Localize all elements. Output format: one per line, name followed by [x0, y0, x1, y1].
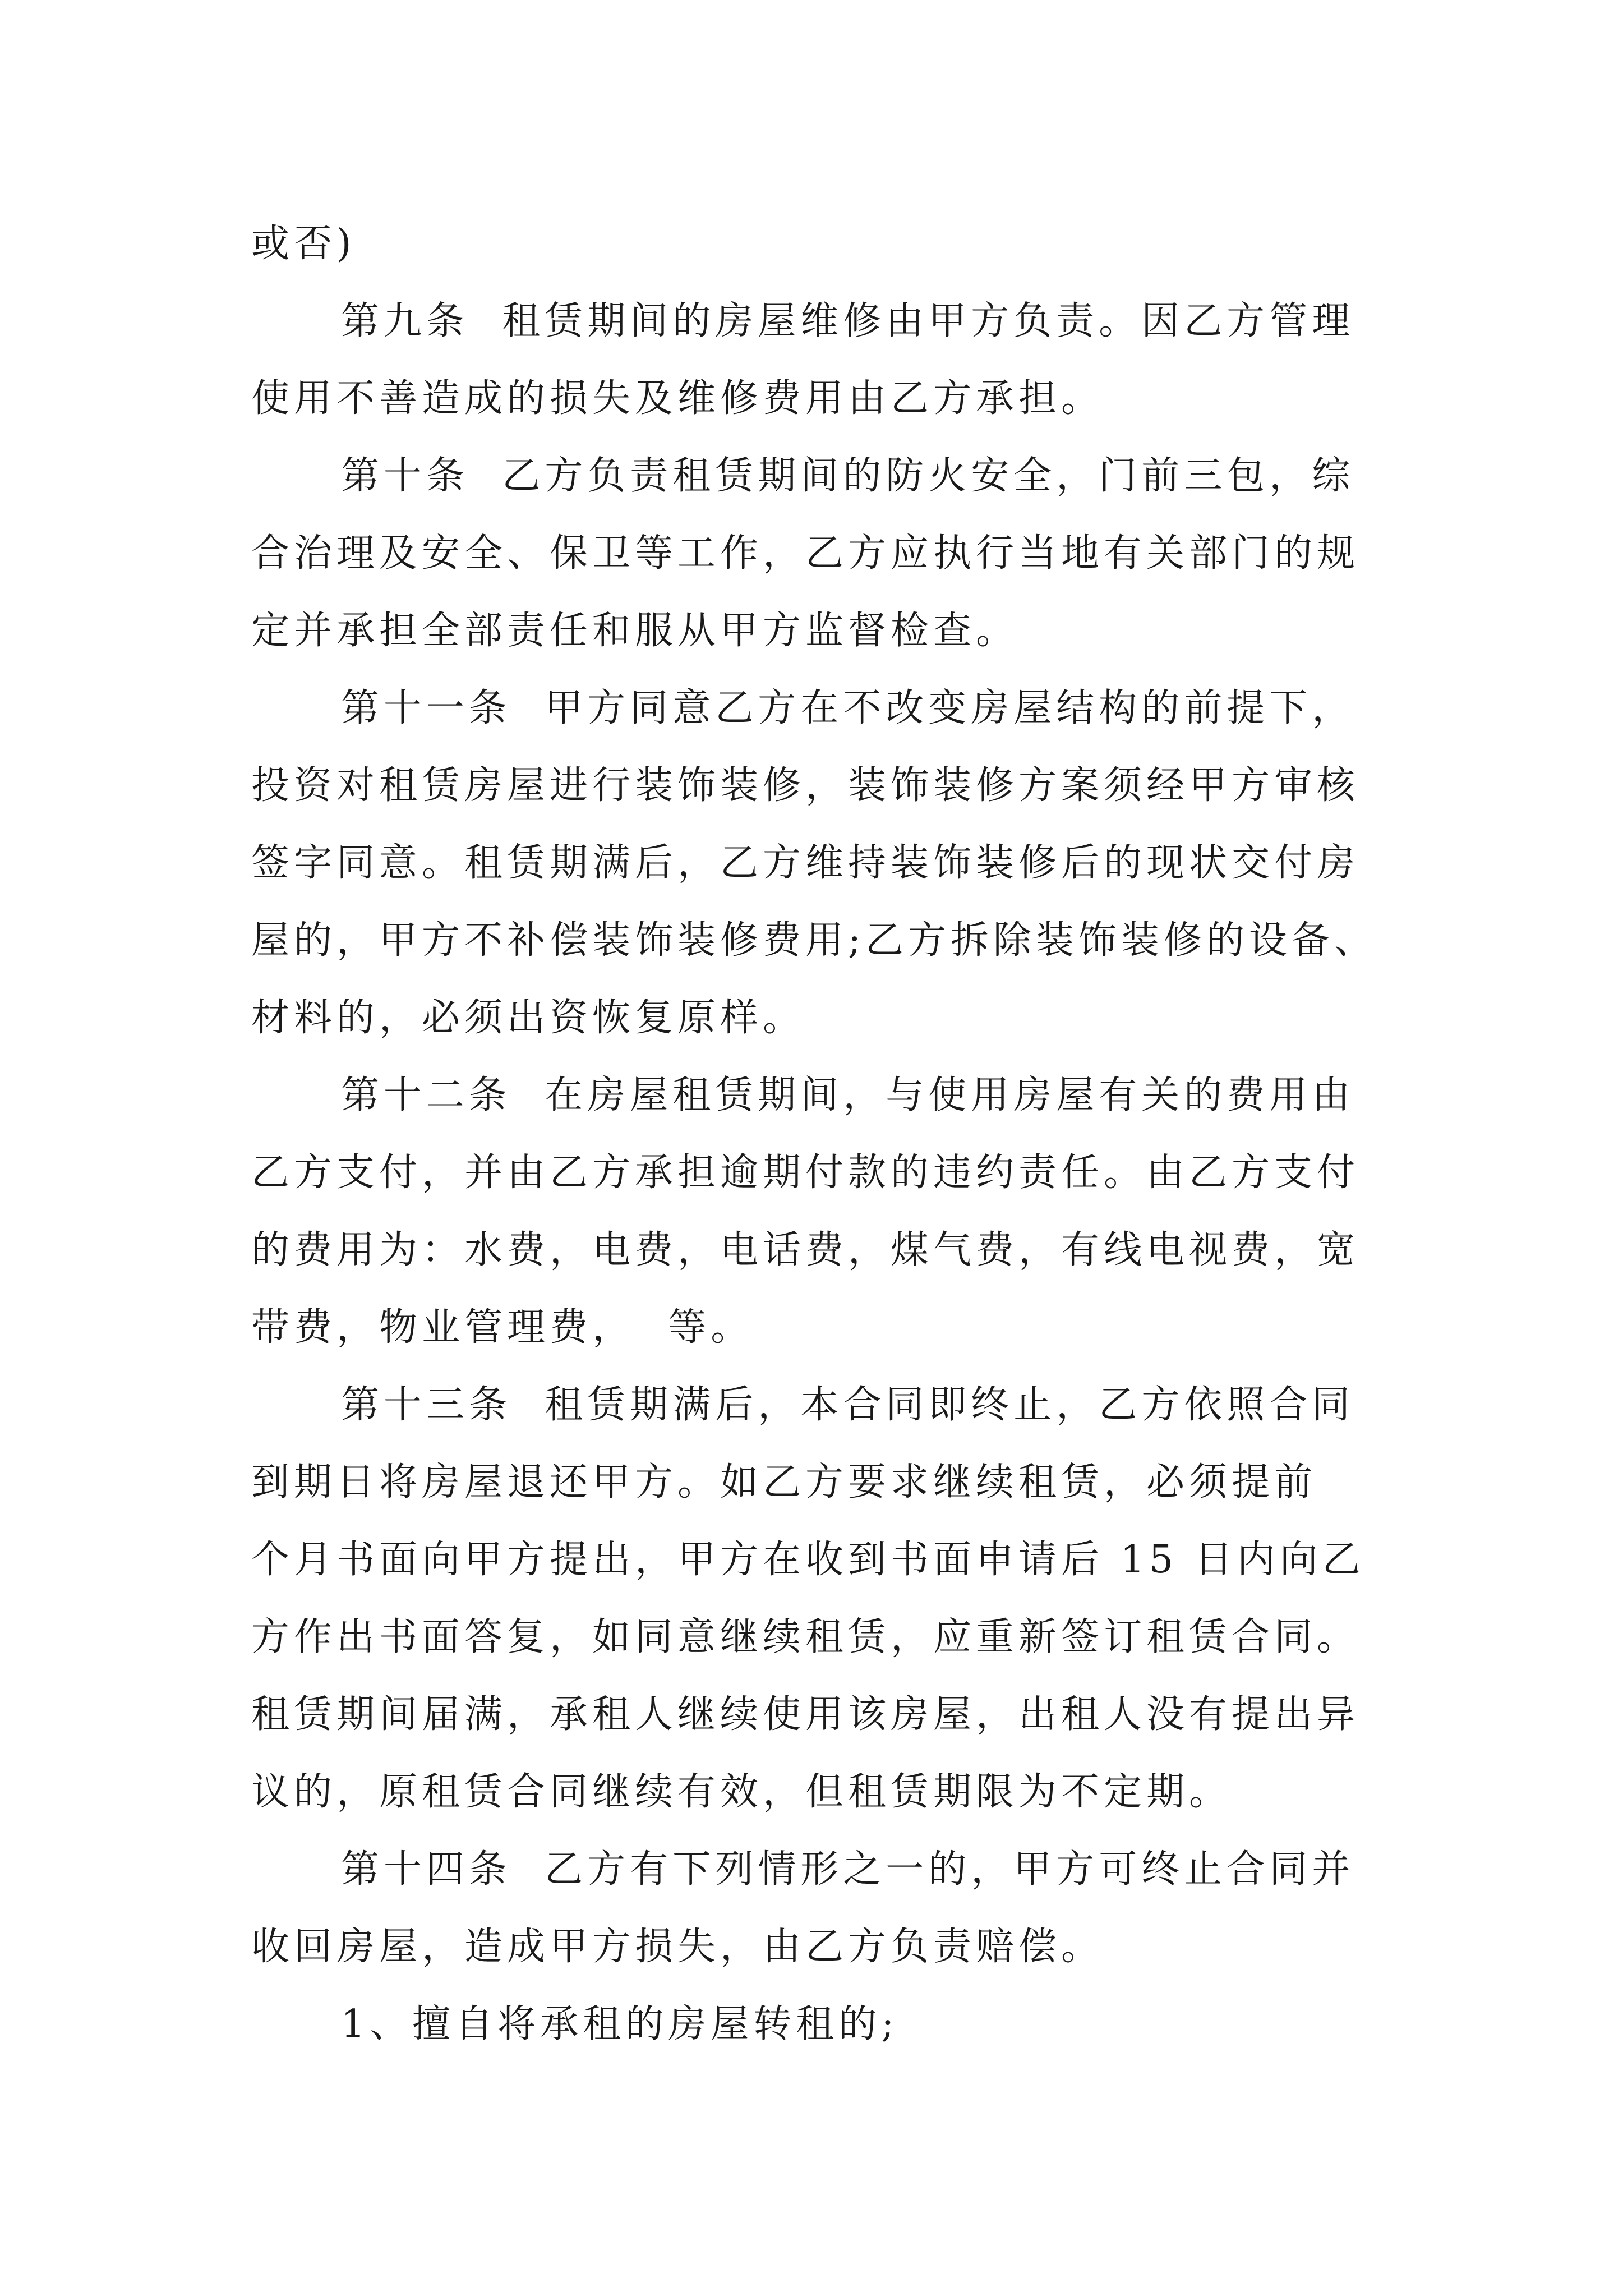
list-item-1: 1、擅自将承租的房屋转租的;: [341, 2002, 899, 2046]
text-line: 议的，原租赁合同继续有效，但租赁期限为不定期。: [251, 1770, 1232, 1814]
text-line: 使用不善造成的损失及维修费用由乙方承担。: [251, 376, 1104, 421]
text-line: 屋的，甲方不补偿装饰装修费用;乙方拆除装饰装修的设备、: [251, 918, 1377, 963]
text-line: 乙方支付，并由乙方承担逾期付款的违约责任。由乙方支付: [251, 1151, 1360, 1195]
text-line: 合治理及安全、保卫等工作，乙方应执行当地有关部门的规: [251, 531, 1360, 576]
text-line: 到期日将房屋退还甲方。如乙方要求继续租赁，必须提前: [251, 1460, 1317, 1504]
text-line: 的费用为：水费，电费，电话费，煤气费，有线电视费，宽: [251, 1228, 1360, 1272]
text-line: 方作出书面答复，如同意继续租赁，应重新签订租赁合同。: [251, 1615, 1360, 1659]
article-13-heading-line: 第十三条 租赁期满后，本合同即终止，乙方依照合同: [341, 1383, 1355, 1427]
text-line: 收回房屋，造成甲方损失，由乙方负责赔偿。: [251, 1925, 1104, 1969]
article-11-heading-line: 第十一条 甲方同意乙方在不改变房屋结构的前提下，: [341, 686, 1355, 730]
text-line: 签字同意。租赁期满后，乙方维持装饰装修后的现状交付房: [251, 841, 1360, 885]
text-line: 带费，物业管理费， 等。: [251, 1305, 754, 1350]
text-line: 材料的，必须出资恢复原样。: [251, 996, 806, 1040]
article-10-heading-line: 第十条 乙方负责租赁期间的防火安全，门前三包，综: [341, 454, 1355, 498]
text-line: 定并承担全部责任和服从甲方监督检查。: [251, 609, 1019, 653]
article-9-heading-line: 第九条 租赁期间的房屋维修由甲方负责。因乙方管理: [341, 299, 1355, 343]
text-line: 租赁期间届满，承租人继续使用该房屋，出租人没有提出异: [251, 1692, 1360, 1737]
text-line: 投资对租赁房屋进行装饰装修，装饰装修方案须经甲方审核: [251, 763, 1360, 808]
text-line: 个月书面向甲方提出，甲方在收到书面申请后 15 日内向乙: [251, 1538, 1365, 1582]
text-line: 或否): [251, 222, 356, 266]
article-12-heading-line: 第十二条 在房屋租赁期间，与使用房屋有关的费用由: [341, 1073, 1355, 1117]
article-14-heading-line: 第十四条 乙方有下列情形之一的，甲方可终止合同并: [341, 1847, 1355, 1892]
